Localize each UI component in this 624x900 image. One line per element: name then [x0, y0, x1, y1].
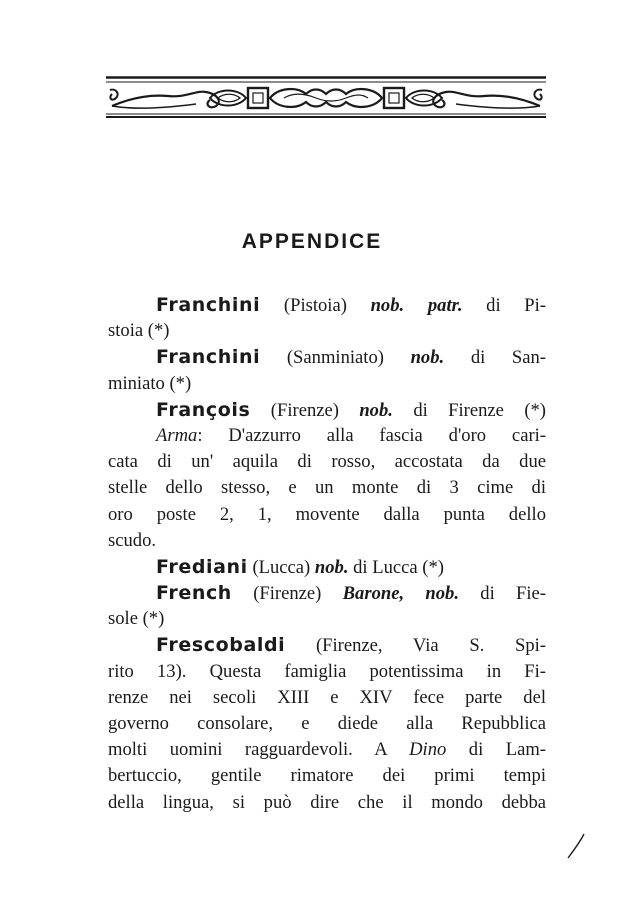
frescobaldi-line: governo consolare, e diede alla Repubblica: [108, 713, 546, 734]
family-name: Frescobaldi: [156, 634, 286, 657]
frescobaldi-text: molti uomini ragguardevoli. A: [108, 739, 410, 761]
family-name: Franchini: [156, 294, 261, 316]
family-name: Franchini: [156, 346, 261, 369]
entry-title: nob.: [314, 556, 349, 578]
entry-francois: [108, 397, 546, 423]
entry-frediani: [108, 554, 546, 580]
frescobaldi-line: renze nei secoli XIII e XIV fece parte del: [108, 686, 546, 708]
entry-place: (Sanminiato): [260, 347, 411, 369]
entry-french: [108, 580, 546, 606]
entry-rest: di Lucca (*): [348, 556, 444, 578]
arma-line: oro poste 2, 1, movente dalla punta dello: [108, 503, 546, 525]
frescobaldi-line: della lingua, si può dire che il mondo debba: [108, 791, 546, 813]
entry-rest: di Pi-: [462, 295, 546, 316]
entry-continuation: sole (*): [108, 608, 165, 630]
decorative-header-ornament: [106, 76, 546, 118]
pen-stroke-mark: [566, 832, 586, 862]
entry-continuation: stoia (*): [108, 320, 170, 342]
frescobaldi-line: rito 13). Questa famiglia potentissima in Fi-: [108, 660, 546, 682]
entry-rest: di Firenze (*): [392, 399, 547, 421]
frescobaldi-text: di Lam-: [446, 739, 546, 761]
entry-title: nob.: [410, 347, 445, 369]
entry-rest: (Firenze, Via S. Spi-: [285, 635, 546, 657]
arma-text: : D'azzurro alla fascia d'oro cari-: [197, 424, 546, 446]
frescobaldi-line: bertuccio, gentile rimatore dei primi tempi: [108, 765, 546, 787]
family-name: French: [156, 582, 232, 605]
entry-franchini-sanminiato: [108, 344, 546, 370]
frescobaldi-line: [108, 737, 546, 763]
entry-rest: di Fie-: [459, 583, 546, 605]
entry-place: (Lucca): [247, 556, 315, 578]
entry-place: (Pistoia): [260, 295, 371, 316]
arma-line: scudo.: [108, 529, 157, 551]
arma-line: stelle dello stesso, e un monte di 3 cime di: [108, 477, 546, 499]
arma-label: Arma: [156, 424, 198, 446]
appendix-body: [108, 292, 546, 816]
page-heading: APPENDICE: [241, 230, 383, 253]
entry-title: Barone, nob.: [342, 583, 459, 605]
arma-line: [108, 423, 546, 449]
entry-place: (Firenze): [250, 399, 360, 421]
arma-line: cata di un' aquila di rosso, accostata da due: [108, 451, 546, 473]
entry-title: nob. patr.: [370, 295, 463, 316]
entry-rest: di San-: [444, 347, 546, 369]
entry-frescobaldi: [108, 632, 546, 658]
family-name: Frediani: [156, 555, 248, 578]
person-name: Dino: [409, 739, 447, 761]
entry-title: nob.: [359, 399, 393, 421]
entry-place: (Firenze): [231, 583, 343, 605]
entry-franchini-pistoia: [108, 292, 546, 318]
entry-continuation: miniato (*): [108, 372, 192, 394]
family-name: François: [156, 398, 251, 421]
